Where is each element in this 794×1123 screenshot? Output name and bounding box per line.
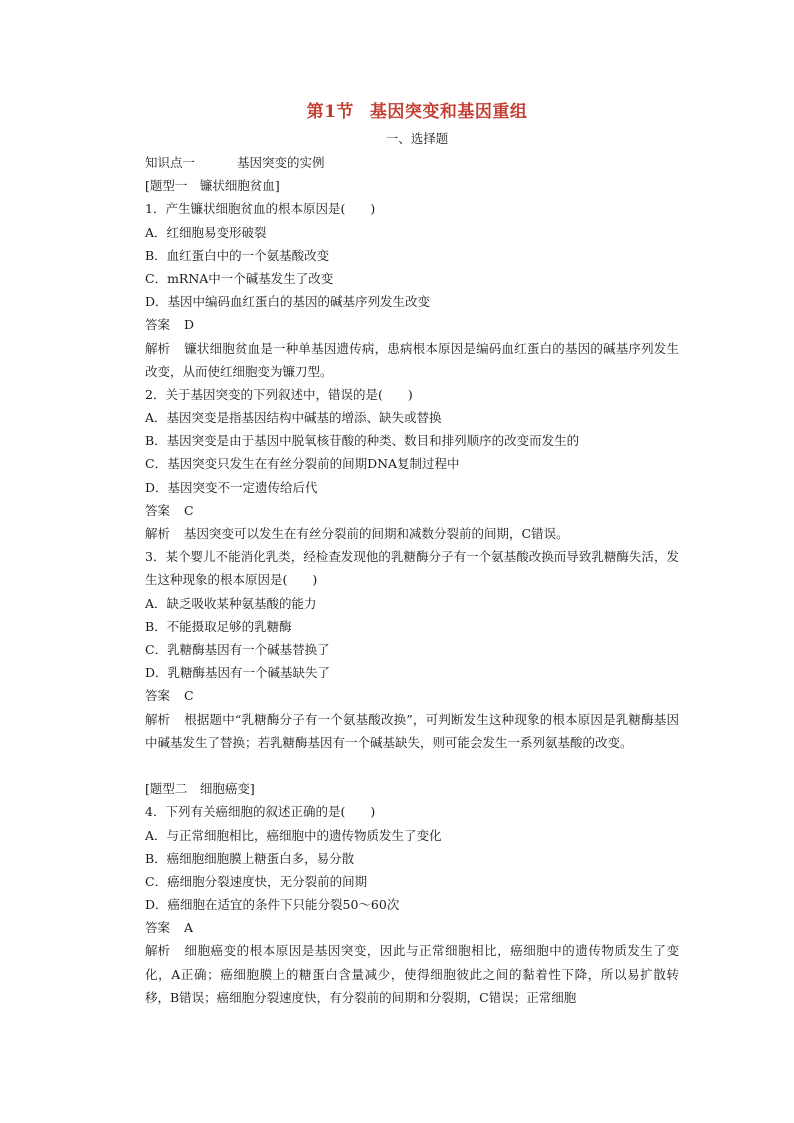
option-c: C．癌细胞分裂速度快，无分裂前的间期 (145, 873, 368, 889)
option-a: A．与正常细胞相比，癌细胞中的遗传物质发生了变化 (145, 827, 442, 843)
page-title (0, 97, 794, 122)
analysis-paragraph (145, 522, 679, 545)
answer-label: 答案 (145, 920, 171, 936)
analysis-paragraph (145, 337, 679, 383)
answer-line (145, 313, 679, 336)
analysis-paragraph (145, 939, 679, 1009)
answer-line (145, 916, 679, 939)
option-b: B．癌细胞细胞膜上糖蛋白多，易分散 (145, 850, 355, 866)
analysis-label: 解析 (145, 711, 171, 727)
analysis-text: 基因突变可以发生在有丝分裂前的间期和减数分裂前的间期，C错误。 (184, 526, 569, 542)
option-c: C．乳糖酶基因有一个碱基替换了 (145, 641, 330, 657)
analysis-paragraph (145, 708, 679, 778)
answer-value: C (184, 688, 194, 704)
option-b: B．基因突变是由于基因中脱氧核苷酸的种类、数目和排列顺序的改变而发生的 (145, 433, 580, 449)
option-a: A．基因突变是指基因结构中碱基的增添、缺失或替换 (145, 410, 442, 426)
section-number: 第1节 (306, 102, 354, 122)
question-stem: 1．产生镰状细胞贫血的根本原因是( ) (145, 201, 376, 217)
analysis-label: 解析 (145, 943, 171, 959)
option-d: D．基因突变不一定遗传给后代 (145, 479, 318, 495)
knowledge-point-heading: 知识点一 基因突变的实例 (145, 155, 325, 170)
answer-line (145, 684, 679, 707)
option-b: B．不能摄取足够的乳糖酶 (145, 618, 292, 634)
option-d: D．癌细胞在适宜的条件下只能分裂50～60次 (145, 897, 400, 913)
analysis-label: 解析 (145, 526, 171, 542)
analysis-label: 解析 (145, 340, 171, 356)
answer-label: 答案 (145, 317, 171, 333)
option-a: A．缺乏吸收某种氨基酸的能力 (145, 595, 317, 611)
answer-label: 答案 (145, 688, 171, 704)
analysis-text: 细胞癌变的根本原因是基因突变，因此与正常细胞相比，癌细胞中的遗传物质发生了变化，A正确；癌细胞膜上的糖蛋白含量减少，使得细胞彼此之间的黏着性下降，所以易扩散转移，B错误；癌细胞分裂速度快，有分裂前的间期和分裂期，C错误；正常细胞 (145, 943, 679, 1005)
answer-line (145, 499, 679, 522)
option-d: D．基因中编码血红蛋白的基因的碱基序列发生改变 (145, 294, 431, 310)
answer-value: A (184, 920, 194, 936)
option-d: D．乳糖酶基因有一个碱基缺失了 (145, 665, 331, 681)
option-c: C．基因突变只发生在有丝分裂前的间期DNA复制过程中 (145, 456, 460, 472)
question-type-heading: [题型二 细胞癌变] (145, 781, 255, 797)
answer-value: C (184, 502, 194, 518)
section-name: 基因突变和基因重组 (369, 102, 528, 122)
document-body (145, 151, 679, 1009)
section-subtitle: 一、选择题 (385, 131, 449, 146)
analysis-text: 镰状细胞贫血是一种单基因遗传病，患病根本原因是编码血红蛋白的基因的碱基序列发生改变，从而使红细胞变为镰刀型。 (145, 340, 679, 379)
option-a: A．红细胞易变形破裂 (145, 224, 267, 240)
question-stem: 2．关于基因突变的下列叙述中，错误的是( ) (145, 386, 413, 402)
analysis-text: 根据题中“乳糖酶分子有一个氨基酸改换”，可判断发生这种现象的根本原因是乳糖酶基因中碱基发生了替换；若乳糖酶基因有一个碱基缺失，则可能会发生一系列氨基酸的改变。 (145, 711, 679, 750)
answer-label: 答案 (145, 502, 171, 518)
question-stem: 3．某个婴儿不能消化乳类，经检查发现他的乳糖酶分子有一个氨基酸改换而导致乳糖酶失活，发生这种现象的根本原因是( ) (145, 549, 679, 588)
question-type-heading: [题型一 镰状细胞贫血] (145, 178, 280, 194)
option-b: B．血红蛋白中的一个氨基酸改变 (145, 247, 330, 263)
option-c: C．mRNA中一个碱基发生了改变 (145, 270, 334, 286)
question-stem: 4．下列有关癌细胞的叙述正确的是( ) (145, 804, 376, 820)
answer-value: D (184, 317, 195, 333)
